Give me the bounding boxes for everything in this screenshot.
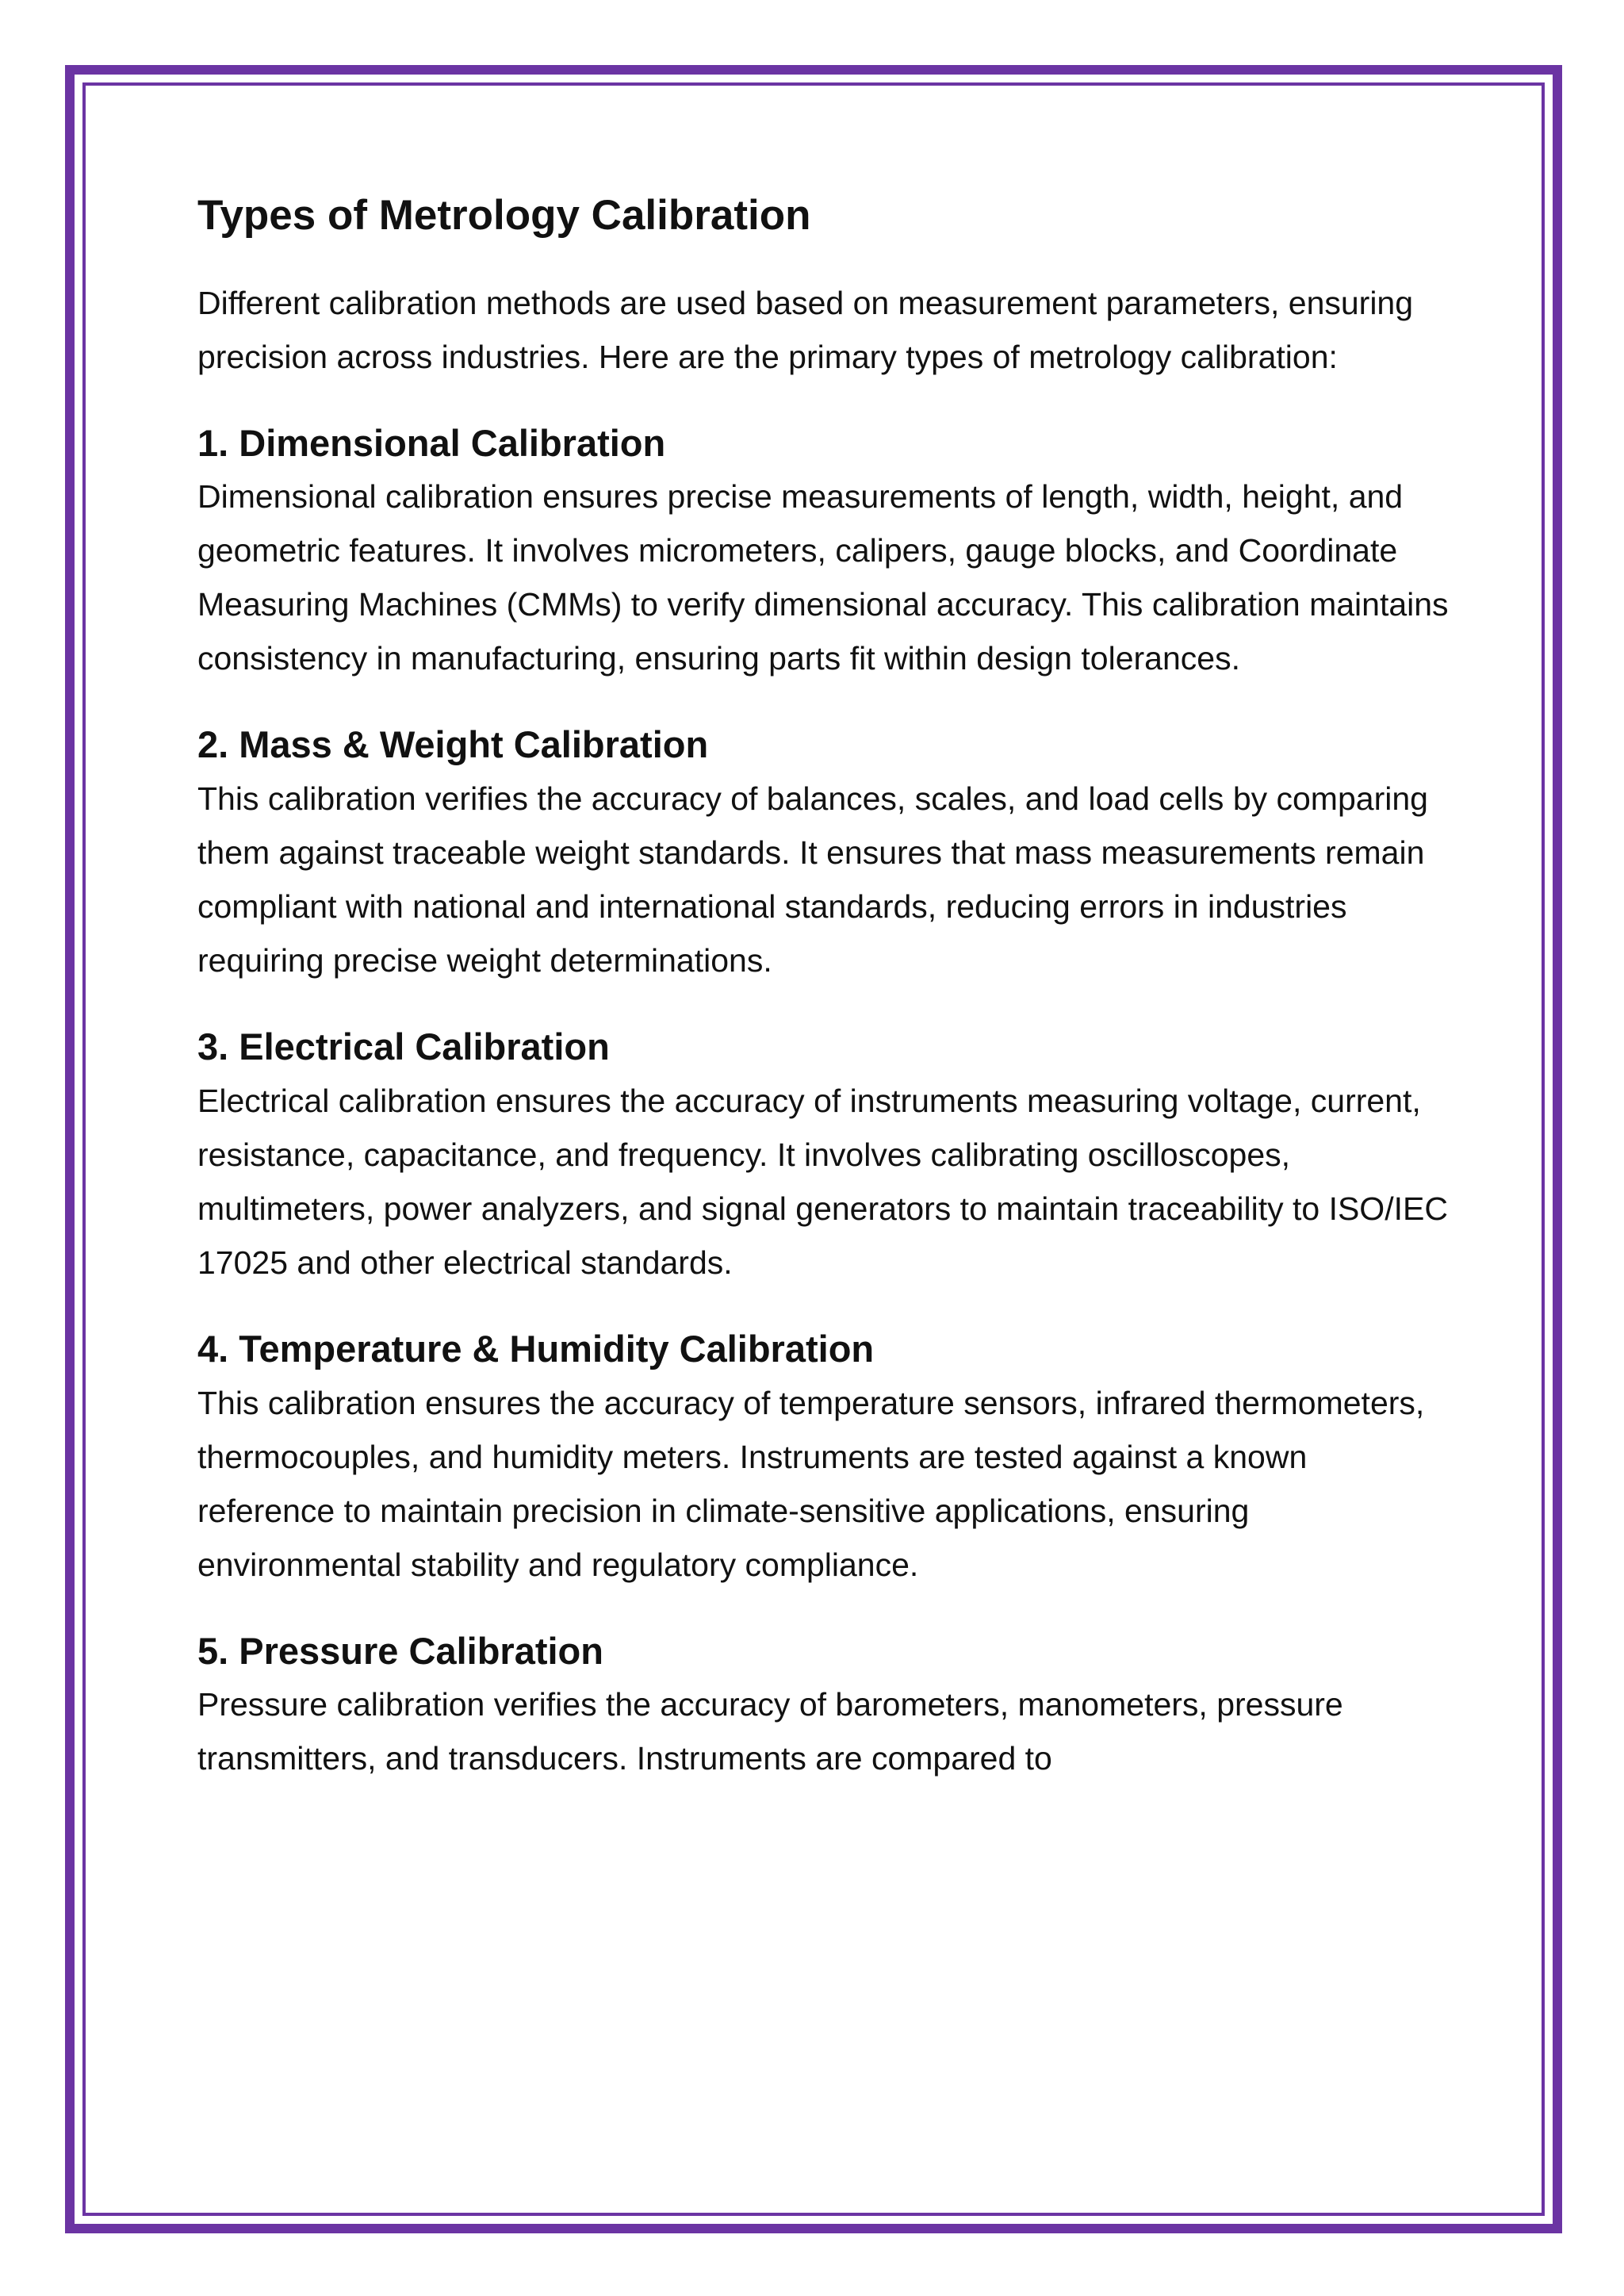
section-mass-weight (197, 722, 1450, 987)
section-heading: 1. Dimensional Calibration (197, 421, 666, 464)
section-pressure (197, 1628, 1450, 1786)
intro-paragraph: Different calibration methods are used based on measurement parameters, ensuring precision across industries. Here are the primary types of metrology calibration: (197, 284, 1414, 375)
document-content (197, 190, 1450, 1785)
section-heading: 5. Pressure Calibration (197, 1629, 603, 1672)
section-temperature-humidity (197, 1326, 1450, 1592)
section-body: Dimensional calibration ensures precise measurements of length, width, height, and geometric features. It involves micrometers, calipers, gauge blocks, and Coordinate Measuring Machines (CMMs) to verify dimensional accuracy. This calibration maintains consistency in manufacturing, ensuring parts fit within design tolerances. (197, 478, 1449, 677)
section-body: This calibration ensures the accuracy of temperature sensors, infrared thermometers, thermocouples, and humidity meters. Instruments are tested against a known reference to maintain precision in climate-sensitive applications, ensuring environmental stability and regulatory compliance. (197, 1384, 1425, 1583)
section-heading: 2. Mass & Weight Calibration (197, 723, 709, 766)
section-heading: 3. Electrical Calibration (197, 1025, 610, 1068)
section-electrical (197, 1024, 1450, 1290)
section-body: Electrical calibration ensures the accuracy of instruments measuring voltage, current, resistance, capacitance, and frequency. It involves calibrating oscilloscopes, multimeters, power analyzers, and signal generators to maintain traceability to ISO/IEC 17025 and other electrical standards. (197, 1082, 1448, 1281)
page-title: Types of Metrology Calibration (197, 192, 811, 239)
section-heading: 4. Temperature & Humidity Calibration (197, 1327, 875, 1370)
section-dimensional (197, 420, 1450, 686)
section-body: This calibration verifies the accuracy of balances, scales, and load cells by comparing them against traceable weight standards. It ensures that mass measurements remain compliant with national and international standards, reducing errors in industries requiring precise weight determinations. (197, 780, 1428, 979)
section-body: Pressure calibration verifies the accuracy of barometers, manometers, pressure transmitters, and transducers. Instruments are compared to (197, 1686, 1343, 1777)
